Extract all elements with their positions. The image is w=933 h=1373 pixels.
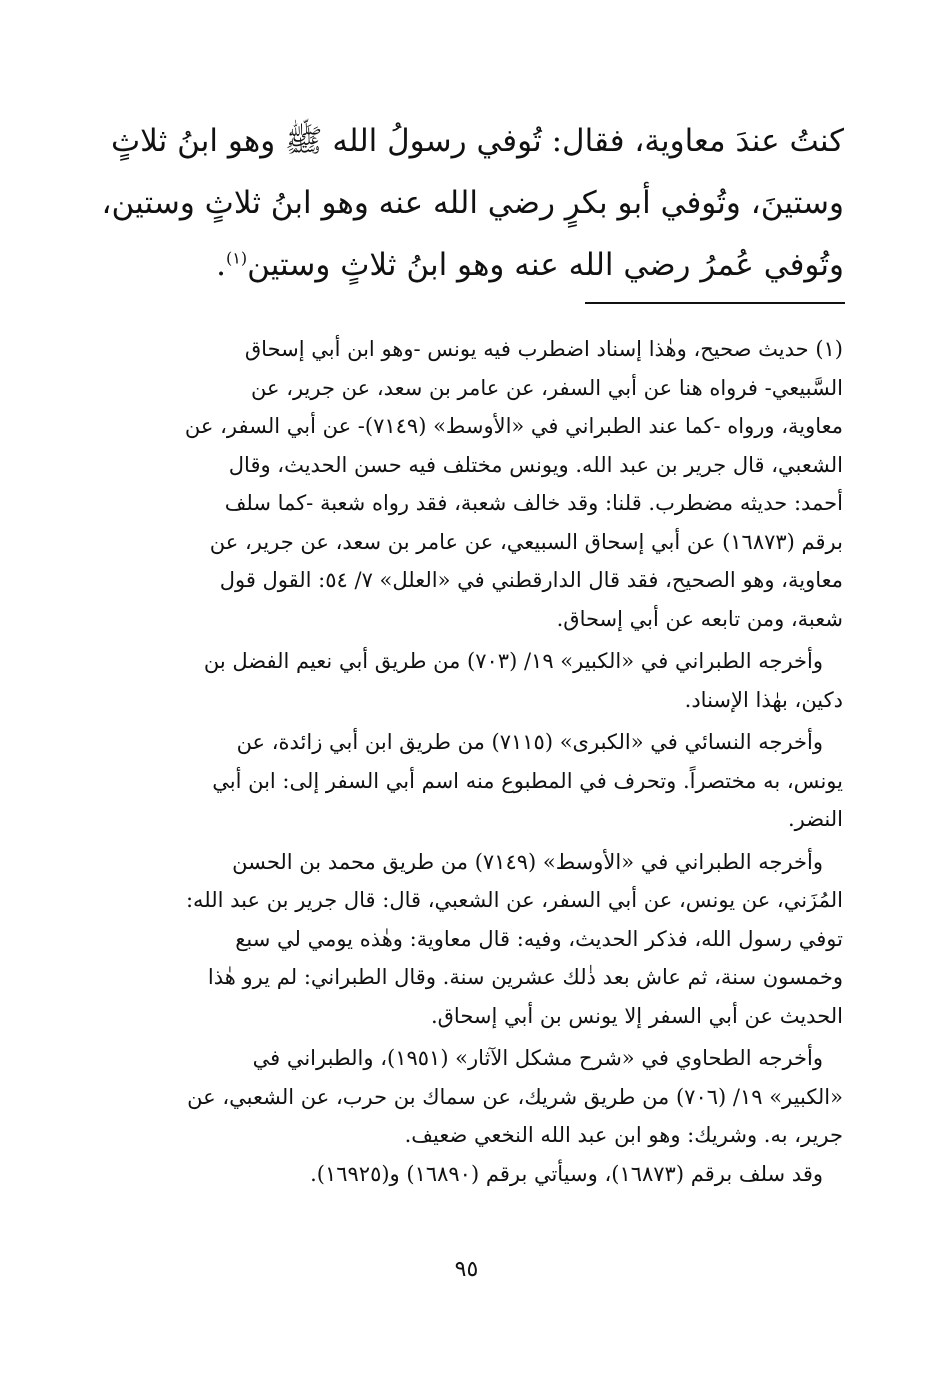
footnote-line: وأخرجه الطبراني في «الكبير» ١٩/ (٧٠٣) من طريق أبي نعيم الفضل بن [203, 649, 823, 673]
footnote-paragraph [136, 723, 843, 839]
main-text-line [128, 234, 844, 296]
footnote-reference: (١) [226, 248, 248, 268]
footnote-paragraph [136, 843, 843, 1036]
page-number: ٩٥ [454, 1257, 479, 1282]
footnote-line: «الكبير» ١٩/ (٧٠٦) من طريق شريك، عن سماك بن حرب، عن الشعبي، عن [187, 1084, 843, 1109]
footnote-line: وأخرجه النسائي في «الكبرى» (٧١١٥) من طريق ابن أبي زائدة، عن [236, 730, 823, 754]
footnote-separator [585, 302, 845, 304]
footnote-paragraph [136, 330, 843, 638]
footnote-line: وأخرجه الطبراني في «الأوسط» (٧١٤٩) من طريق محمد بن الحسن [232, 849, 823, 874]
footnote-line: الشعبي، قال جرير بن عبد الله. ويونس مختلف فيه حسن الحديث، وقال [228, 452, 843, 477]
footnote-paragraph [136, 1155, 843, 1194]
footnote-line: توفي رسول الله، فذكر الحديث، وفيه: قال معاوية: وهٰذه يومي لي سبع [235, 926, 843, 951]
footnote-line: وخمسون سنة، ثم عاش بعد ذٰلك عشرين سنة. وقال الطبراني: لم يرو هٰذا [207, 965, 843, 989]
footnote-line: معاوية، ورواه -كما عند الطبراني في «الأوسط» (٧١٤٩)- عن أبي السفر، عن [184, 414, 843, 438]
footnote-paragraph [136, 642, 843, 719]
footnotes-block [136, 330, 843, 1193]
footnote-paragraph [136, 1039, 843, 1155]
main-text-line: وستينَ، وتُوفي أبو بكرٍ رضي الله عنه وهو ابنُ ثلاثٍ وستين، [101, 185, 844, 221]
footnote-line: وقد سلف برقم (١٦٨٧٣)، وسيأتي برقم (١٦٨٩٠) و(١٦٩٢٥). [310, 1161, 823, 1186]
footnote-line: شعبة، ومن تابعه عن أبي إسحاق. [556, 606, 843, 631]
main-text-line-content: وتُوفي عُمرُ رضي الله عنه وهو ابنُ ثلاثٍ وستين [247, 247, 844, 283]
footnote-line: معاوية، وهو الصحيح، فقد قال الدارقطني في «العلل» ٧/ ٥٤: القول قول [219, 568, 843, 592]
footnote-line: السَّبيعي- فرواه هنا عن أبي السفر، عن عامر بن سعد، عن جرير، عن [251, 375, 843, 400]
footnote-line: الحديث عن أبي السفر إلا يونس بن أبي إسحاق. [430, 1003, 843, 1028]
main-text-block [101, 110, 844, 296]
footnote-line: برقم (١٦٨٧٣) عن أبي إسحاق السبيعي، عن عامر بن سعد، عن جرير، عن [209, 529, 843, 554]
footnote-line: يونس، به مختصراً. وتحرف في المطبوع منه اسم أبي السفر إلى: ابن أبي [212, 768, 843, 793]
end-period: . [216, 247, 226, 283]
footnote-line: جرير، به. وشريك: وهو ابن عبد الله النخعي ضعيف. [404, 1123, 843, 1147]
footnote-line: دكين، بهٰذا الإسناد. [684, 687, 843, 712]
footnote-line: النضر. [787, 807, 843, 831]
footnote-line: المُزَني، عن يونس، عن أبي السفر، عن الشعبي، قال: قال جرير بن عبد الله: [185, 888, 843, 912]
main-text-line: كنتُ عندَ معاوية، فقال: تُوفي رسولُ الله ﷺ وهو ابنُ ثلاثٍ [110, 123, 844, 159]
footnote-line: (١) حديث صحيح، وهٰذا إسناد اضطرب فيه يونس -وهو ابن أبي إسحاق [244, 337, 843, 361]
footnote-line: وأخرجه الطحاوي في «شرح مشكل الآثار» (١٩٥١)، والطبراني في [252, 1046, 823, 1070]
footnote-line: أحمد: حديثه مضطرب. قلنا: وقد خالف شعبة، فقد رواه شعبة -كما سلف [224, 491, 843, 515]
